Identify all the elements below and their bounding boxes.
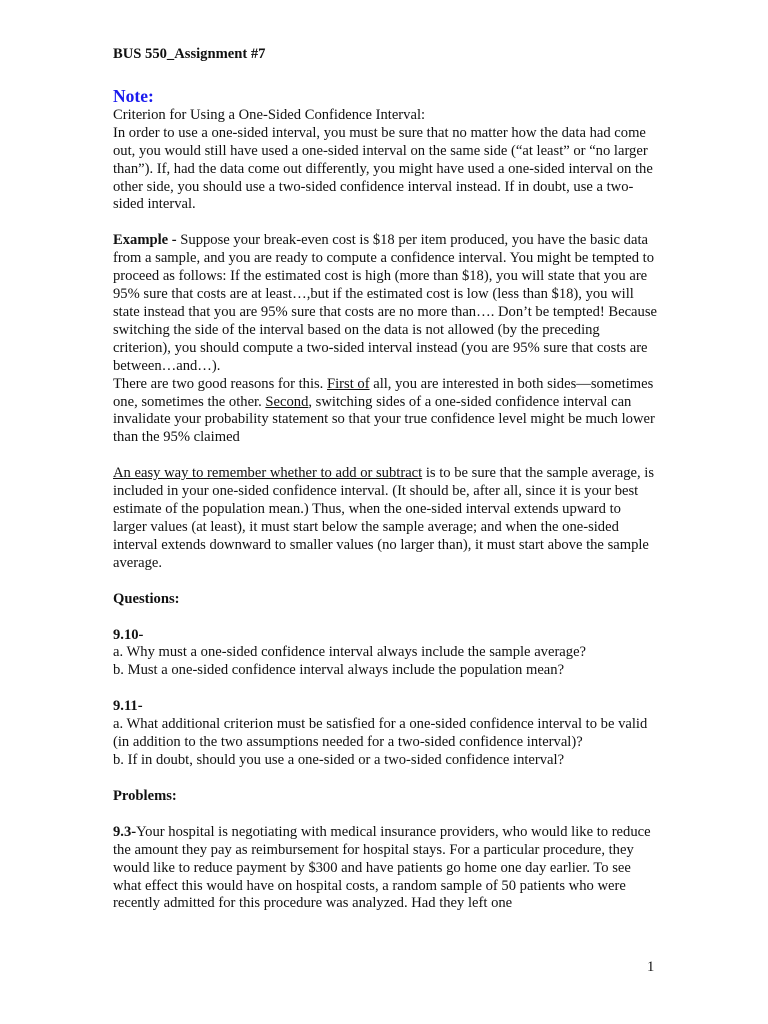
question-911-a: a. What additional criterion must be satisfied for a one-sided confidence interval to be valid (in addition to the two assumptions needed for a two-sided confidence interval)? <box>113 716 648 751</box>
example-paragraph <box>113 232 658 375</box>
question-911-b: b. If in doubt, should you use a one-sided or a two-sided confidence interval? <box>113 752 565 768</box>
reason2-text: , switching sides of a one-sided confidence interval can invalidate your probability statement so that your true confidence level might be much lower than the 95% claimed <box>113 393 655 446</box>
document-title: BUS 550_Assignment #7 <box>113 46 266 62</box>
page-number: 1 <box>647 959 655 975</box>
easy-way-underline: An easy way to remember whether to add or subtract <box>113 465 423 482</box>
question-910-a: a. Why must a one-sided confidence interval always include the sample average? <box>113 644 587 661</box>
problem-93-number: 9.3- <box>113 823 137 840</box>
spacer <box>113 770 658 788</box>
note-heading: Note: <box>113 85 154 106</box>
question-911-number-text: 9.11- <box>113 698 143 715</box>
reasons-intro: There are two good reasons for this. <box>113 375 327 392</box>
easy-way-paragraph <box>113 465 658 572</box>
spacer <box>113 447 658 465</box>
spacer <box>113 609 658 627</box>
reasons-paragraph <box>113 376 658 448</box>
spacer <box>113 680 658 698</box>
questions-heading-text: Questions: <box>113 590 180 607</box>
questions-heading <box>113 591 658 609</box>
example-label: Example - <box>113 232 177 249</box>
example-text: Suppose your break-even cost is $18 per item produced, you have the basic data from a sample, and you are ready to compute a confidence interval. You might be tempted to proceed as follows: If the estimated cost is high (more than $18), you will state that you are 95% sure that costs are at least…,but if the estimated cost is low (less than $18), you will state instead that you are 95% sure that costs are no more than…. Don’t be tempted! Because switching the side of the interval based on the data is not allowed (by the preceding criterion), you should compute a two-sided interval instead (you are 95% sure that costs are between…and…). <box>113 232 657 374</box>
question-911-number <box>113 698 658 716</box>
spacer <box>113 573 658 591</box>
spacer <box>113 806 658 824</box>
document-page <box>113 46 658 913</box>
reason1-text: all, you are interested in both sides—sometimes one, sometimes the other. <box>113 375 654 410</box>
criterion-title: Criterion for Using a One-Sided Confidence Interval: <box>113 106 426 123</box>
reason1-underline: First of <box>326 375 370 392</box>
spacer <box>113 214 658 232</box>
problems-heading-text: Problems: <box>113 787 177 804</box>
question-910-b: b. Must a one-sided confidence interval always include the population mean? <box>113 662 565 679</box>
problem-93-paragraph <box>113 824 658 914</box>
question-910-number <box>113 627 658 645</box>
question-910-number-text: 9.10- <box>113 626 144 643</box>
problem-93-text: Your hospital is negotiating with medical insurance providers, who would like to reduce the amount they pay as reimbursement for hospital stays. For a particular procedure, they would like to reduce payment by $300 and have patients go home one day earlier. To see what effect this would have on hospital costs, a random sample of 50 patients who were recently admitted for this procedure was analyzed. Had they left one <box>113 823 651 912</box>
easy-way-text: is to be sure that the sample average, is included in your one-sided confidence interval. (It should be, after all, since it is your best estimate of the population mean.) Thus, when the one-sided interval extends upward to larger values (at least), it must start below the sample average; and when the one-sided interval extends downward to smaller values (no larger than), it must start above the sample average. <box>113 465 655 571</box>
problems-heading <box>113 788 658 806</box>
reason2-underline: Second <box>265 393 309 410</box>
criterion-text: In order to use a one-sided interval, you must be sure that no matter how the data had come out, you would still have used a one-sided interval on the same side (“at least” or “no larger than”). If, had the data come out differently, you might have used a one-sided interval on the other side, you should use a two-sided confidence interval instead. If in doubt, use a two-sided interval. <box>113 124 653 213</box>
